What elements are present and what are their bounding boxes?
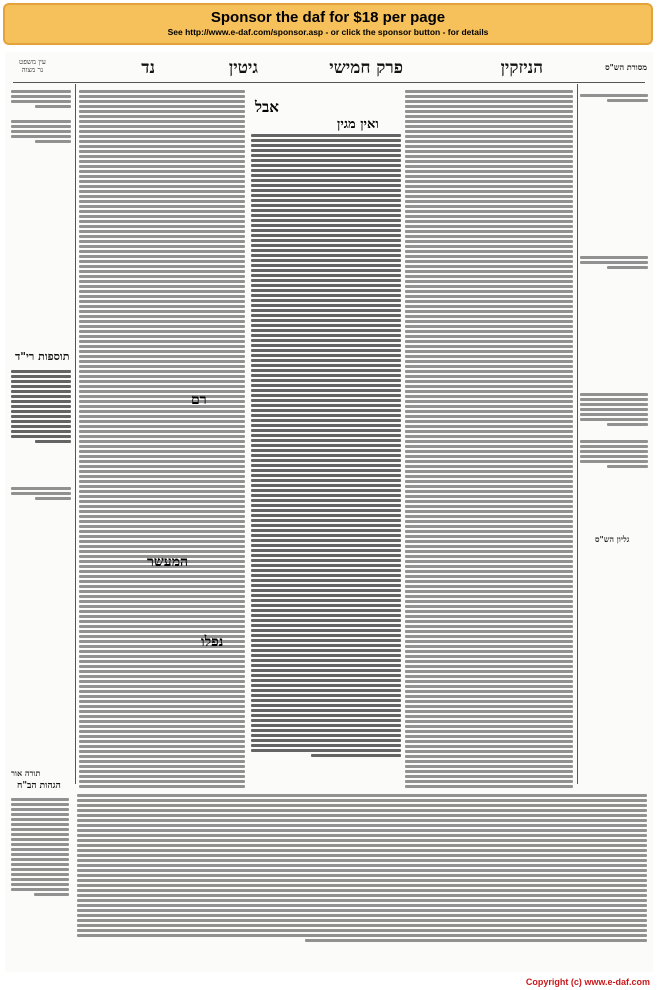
sponsor-banner-subtitle: See http://www.e-daf.com/sponsor.asp - or click the sponsor button - for details — [167, 27, 489, 37]
gemara-column — [251, 132, 401, 782]
rule-right-margin — [577, 84, 578, 784]
rule-left-margin — [75, 84, 76, 784]
header-masechet: גיטין — [228, 58, 258, 78]
header-tractate: הניזקין — [500, 58, 543, 78]
talmud-page — [5, 52, 653, 972]
torah-or-title: תורה אור — [11, 768, 41, 778]
header-daf: נד — [141, 58, 155, 78]
header-ein-mishpat: עין משפט נר מצוה — [19, 58, 46, 74]
tosafot-column — [79, 88, 245, 788]
gemara-opening-words: ואין מגין — [337, 117, 379, 132]
header-masoret: מסורת הש"ס — [605, 62, 647, 72]
bottom-commentary — [77, 792, 647, 967]
header-chapter: פרק חמישי — [329, 58, 403, 78]
tosafot-dibbur-hamaaser: המעשר — [147, 554, 189, 570]
hagahot-habach-text — [11, 796, 69, 966]
mishnah-opening-word: אבל — [255, 98, 279, 116]
sponsor-banner-title: Sponsor the daf for $18 per page — [210, 9, 446, 26]
hagahot-habach-title: הגהות הב"ח — [17, 781, 61, 791]
tosafot-dibbur-rm: רם — [191, 392, 207, 408]
gilyon-hashas-title: גליון הש"ס — [595, 534, 630, 544]
margin-left-ein-mishpat — [11, 88, 71, 348]
tosafot-dibbur-naflu: נפלו — [201, 634, 224, 650]
tosafot-rid-title: תוספות רי"ד — [15, 350, 70, 363]
header-rule — [13, 82, 645, 83]
tosafot-rid-text — [11, 368, 71, 768]
margin-right-masoret — [580, 92, 648, 782]
copyright-link[interactable]: Copyright (c) www.e-daf.com — [525, 977, 650, 987]
sponsor-banner[interactable] — [3, 3, 653, 45]
rashi-column — [405, 88, 573, 788]
